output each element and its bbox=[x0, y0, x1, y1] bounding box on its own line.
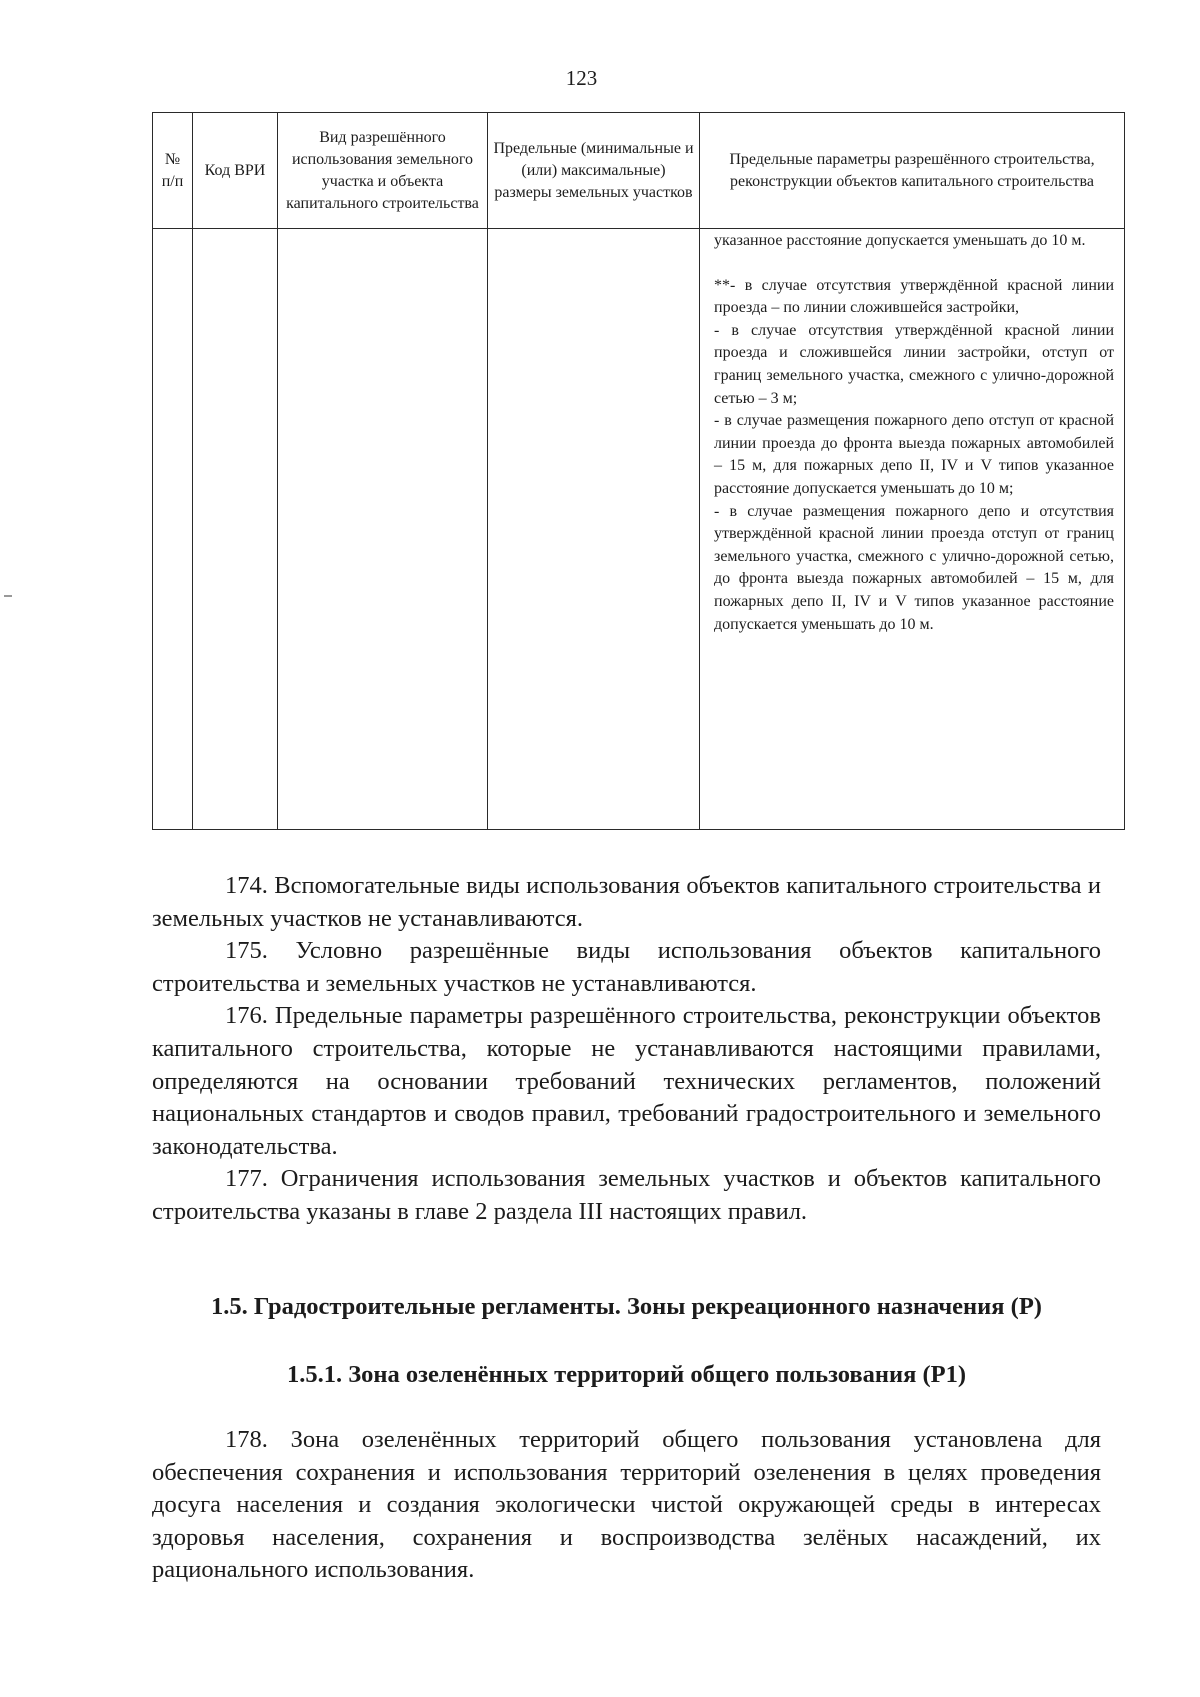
scan-edge-mark bbox=[4, 595, 12, 597]
paragraph-178: 178. Зона озеленённых территорий общего пользования установлена для обеспечения сохранения и использования территорий озеленения в целях проведения досуга населения и создания экологически чистой окружающей среды в интересах здоровья населения, сохранения и воспроизводства зелёных насаждений, их рационального использования. bbox=[152, 1426, 1101, 1584]
table-header-row bbox=[153, 113, 1125, 229]
cell-paragraph: **- в случае отсутствия утверждённой красной линии проезда – по линии сложившейся застройки, bbox=[714, 276, 1114, 317]
paragraph-177: 177. Ограничения использования земельных участков и объектов капитального строительства указаны в главе 2 раздела III настоящих правил. bbox=[152, 1165, 1101, 1225]
body-paragraphs bbox=[152, 870, 1101, 1229]
header-number: № п/п bbox=[153, 113, 193, 229]
cell-use-type bbox=[278, 229, 488, 830]
cell-code bbox=[193, 229, 278, 830]
cell-paragraph: - в случае размещения пожарного депо отступ от красной линии проезда до фронта выезда пожарных автомобилей – 15 м, для пожарных депо II, IV и V типов указанное расстояние допускается уменьшать до 10 м; bbox=[714, 412, 1114, 497]
header-code: Код ВРИ bbox=[193, 113, 278, 229]
cell-paragraph: указанное расстояние допускается уменьшать до 10 м. bbox=[714, 232, 1086, 249]
cell-number bbox=[153, 229, 193, 830]
zone-description bbox=[152, 1424, 1101, 1587]
cell-construction-params bbox=[700, 229, 1125, 830]
subsection-heading: 1.5.1. Зона озеленённых территорий общего пользования (Р1) bbox=[286, 1361, 967, 1388]
cell-plot-size bbox=[488, 229, 700, 830]
cell-paragraph: - в случае размещения пожарного депо и отсутствия утверждённой красной линии проезда отступ от границ земельного участка, смежного с улично-дорожной сетью, до фронта выезда пожарных автомобилей – 15 м, для пожарных депо II, IV и V типов указанное расстояние допускается уменьшать до 10 м. bbox=[714, 502, 1114, 633]
section-heading: 1.5. Градостроительные регламенты. Зоны рекреационного назначения (Р) bbox=[211, 1293, 1042, 1320]
cell-paragraph: - в случае отсутствия утверждённой красной линии проезда и сложившейся линии застройки, отступ от границ земельного участка, смежного с улично-дорожной сетью – 3 м; bbox=[714, 321, 1114, 407]
regulations-table bbox=[152, 112, 1125, 830]
page-number: 123 bbox=[565, 66, 598, 90]
header-construction-params: Предельные параметры разрешённого строительства, реконструкции объектов капитального строительства bbox=[700, 113, 1125, 229]
header-use-type: Вид разрешённого использования земельного участка и объекта капитального строительства bbox=[278, 113, 488, 229]
paragraph-175: 175. Условно разрешённые виды использования объектов капитального строительства и земельных участков не устанавливаются. bbox=[152, 937, 1101, 997]
header-plot-size: Предельные (минимальные и (или) максимальные) размеры земельных участков bbox=[488, 113, 700, 229]
table-row bbox=[153, 229, 1125, 830]
paragraph-174: 174. Вспомогательные виды использования объектов капитального строительства и земельных участков не устанавливаются. bbox=[152, 872, 1101, 932]
paragraph-176: 176. Предельные параметры разрешённого строительства, реконструкции объектов капитального строительства, которые не устанавливаются настоящими правилами, определяются на основании требований технических регламентов, положений национальных стандартов и сводов правил, требований градостроительного и земельного законодательства. bbox=[152, 1002, 1101, 1160]
